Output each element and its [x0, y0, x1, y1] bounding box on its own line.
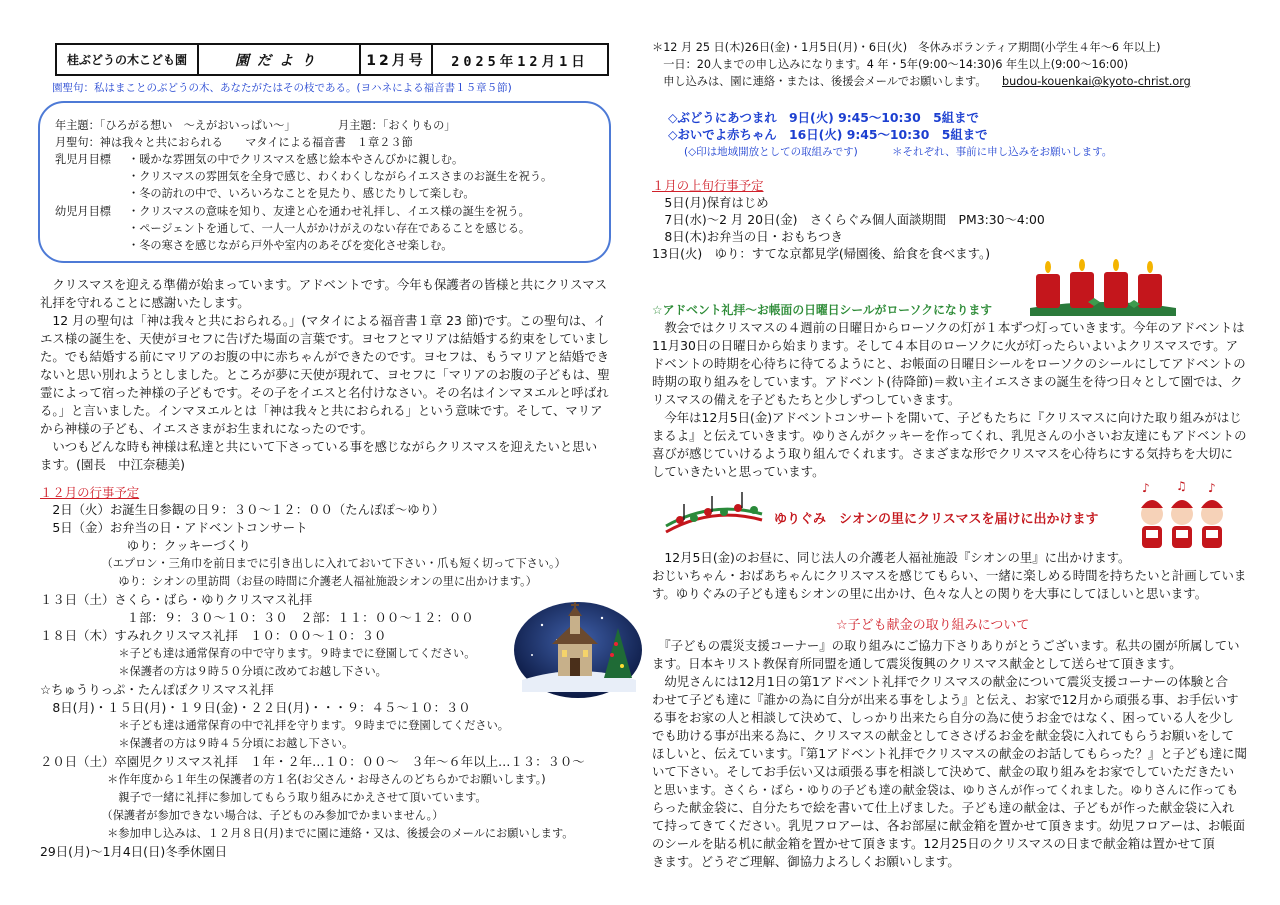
donation-line: 幼児さんには12月1日の第1アドベント礼拝でクリスマスの献金について震災支援コーナーの体験と合 [652, 674, 1228, 689]
december-line: ＊保護者の方は９時５０分頃に改めてお越し下さい。 [40, 665, 387, 678]
svg-text:♪: ♪ [1142, 481, 1150, 495]
intro-line: ないと思い別れようとしました。ところが夢に天使が現れて、ヨセフに「マリアのお腹の子どもは、聖 [40, 367, 610, 382]
december-line: （保護者が参加できない場合は、子どものみ参加でかまいません。） [40, 809, 444, 822]
intro-line: いつもどんな時も神様は私達と共にいて下さっている事を感じながらクリスマスを迎えたいと思い [40, 439, 598, 454]
december-line: 5日（金）お弁当の日・アドベントコンサート [40, 520, 308, 535]
advent-heading: ☆アドベント礼拝～お帳面の日曜日シールがローソクになります [652, 303, 993, 317]
january-heading: １月の上旬行事予定 [652, 178, 764, 193]
infant-goal-label: 乳児月目標 [55, 153, 111, 166]
svg-text:♪: ♪ [1208, 481, 1216, 495]
toddler-goal: ・クリスマスの意味を知り、友達と心を通わせ礼拝し、イエス様の誕生を祝う。 [128, 205, 530, 218]
december-line: ゆり：シオンの里訪問（お昼の時間に介護老人福祉施設シオンの里に出かけます。） [40, 575, 537, 588]
issue-number: 12月号 [361, 45, 433, 74]
event-line: ◇おいでよ赤ちゃん 16日(火) 9:45～10:30 5組まで [668, 127, 988, 142]
december-line: ＊保護者の方は９時４５分頃にお越し下さい。 [40, 737, 354, 750]
singing-children-illustration [1132, 478, 1230, 552]
toddler-goal-label: 幼児月目標 [55, 205, 111, 218]
intro-line: た。でも結婚する前にマリアのお腹の中に赤ちゃんができたのです。ヨセフは、もうマリアと結婚でき [40, 349, 609, 364]
advent-line: 教会ではクリスマスの４週前の日曜日からローソクの灯が１本ずつ灯っていきます。今年のアドベントは [652, 320, 1245, 335]
intro-line: 霊によって宿った神様の子どもです。その子をイエスと名付けなさい。その名はインマヌエルと呼ばれ [40, 385, 609, 400]
intro-line: エス様の誕生を、天使がヨセフに告げた場面の言葉です。ヨセフとマリアは結婚する約束をしていまし [40, 331, 609, 346]
donation-line: ます。日本キリスト教保育所同盟を通して震災復興のクリスマス献金として送らせて頂きます。 [652, 656, 1182, 671]
monthly-verse: 月聖句：神は我々と共におられる マタイによる福音書 １章２３節 [55, 136, 413, 149]
advent-line: 時期の取り組みをしています。アドベント(待降節)＝救い主イエスさまの誕生を待つ日々として園では、ク [652, 374, 1243, 389]
advent-line: 11月30日の日曜日から始まります。そして４本目のローソクに火が灯ったらいよいよクリスマスです。ア [652, 338, 1239, 353]
event-note: (◇印は地域開放としての取組みです) [684, 146, 858, 158]
infant-goal: ・冬の訪れの中で、いろいろなことを見たり、感じたりして楽しむ。 [128, 187, 475, 200]
january-line: 8日(木)お弁当の日・おもちつき [652, 229, 843, 244]
volunteer-line: ＊12 月 25 日(木)26日(金)・1月5日(月)・6日(火) 冬休みボランティア期間(小学生４年～6 年以上) [652, 41, 1161, 54]
svg-text:♫: ♫ [1176, 479, 1187, 493]
intro-line: から神様の子ども、イエスさまがお生まれになったのです。 [40, 421, 374, 436]
advent-line: まるよ』と伝えていきます。ゆりさんがクッキーを作ってくれ、乳児さんの小さいお友達にもアドベントの [652, 428, 1247, 443]
volunteer-line: 一日：20人までの申し込みになります。4 年・5年(9:00～14:30)6 年生以上(9:00～16:00) [652, 58, 1129, 71]
december-line: １８日（木）すみれクリスマス礼拝 １０：００～１０：３０ [40, 628, 387, 643]
december-line: ＊参加申し込みは、１２月８日(月)までに園に連絡・又は、後援会のメールにお願いします。 [40, 827, 574, 840]
intro-line: クリスマスを迎える準備が始まっています。アドベントです。今年も保護者の皆様と共にクリスマス [40, 277, 607, 292]
monthly-theme: 月主題：「おくりもの」 [338, 119, 456, 132]
donation-line: のシールを貼る机に献金箱を置かせて頂きます。12月25日のクリスマスの日まで献金箱は置かせて頂 [652, 836, 1215, 851]
january-line: 13日(火) ゆり：すてな京都見学(帰園後、給食を食べます。) [652, 246, 991, 261]
december-line: ＊子ども達は通常保育の中で礼拝を守ります。９時までに登園してください。 [40, 719, 509, 732]
december-line: （エプロン・三角巾を前日までに引き出しに入れておいて下さい・爪も短く切って下さい。） [40, 557, 566, 570]
donation-line: きます。どうぞご理解、御協力よろしくお願いします。 [652, 854, 960, 869]
donation-line: て持ってきてください。乳児フロアーは、各お部屋に献金箱を置かせて頂きます。幼児フロアーは、お帳面 [652, 818, 1246, 833]
december-line: １３日（土）さくら・ばら・ゆりクリスマス礼拝 [40, 592, 313, 607]
issue-date: 2025年12月1日 [451, 53, 589, 70]
january-line: 5日(月)保育はじめ [652, 195, 769, 210]
advent-line: 今年は12月5日(金)アドベントコンサートを開いて、子どもたちに『クリスマスに向けた取り組みがはじ [652, 410, 1242, 425]
december-line: ☆ちゅうりっぷ・たんぽぽクリスマス礼拝 [40, 682, 274, 697]
december-line: １部：９：３０～１０：３０ ２部：１１：００～１２：００ [40, 610, 474, 625]
intro-line: 礼拝を守れることに感謝いたします。 [40, 295, 250, 310]
yuri-line: す。ゆりぐみの子ども達もシオンの里に出かけ、色々な人との関りを大事にしてほしいと思います。 [652, 586, 1208, 601]
yuri-heading: ゆりぐみ シオンの里にクリスマスを届けに出かけます [774, 512, 1099, 527]
newsletter-title: 園だより [199, 45, 361, 74]
december-line: 2日（火）お誕生日参観の日９：３０～１２：００（たんぽぽ～ゆり） [40, 502, 445, 517]
infant-goal: ・暖かな雰囲気の中でクリスマスを感じ絵本やさんびかに親しむ。 [128, 153, 464, 166]
annual-theme: 年主題：「ひろがる想い ～えがおいっぱい～」 [55, 119, 296, 132]
december-line: ＊子ども達は通常保育の中で守ります。９時までに登園してください。 [40, 647, 476, 660]
advent-line: 喜びが感じていけるよう取り組んでくれます。さまざまな形でクリスマスを心待ちにする気持ちを大切に [652, 446, 1233, 461]
yuri-line: 12月5日(金)のお昼に、同じ法人の介護老人福祉施設『シオンの里』に出かけます。 [652, 550, 1131, 565]
event-note: ＊それぞれ、事前に申し込みをお願いします。 [892, 146, 1113, 158]
event-line: ◇ぶどうにあつまれ 9日(火) 9:45～10:30 5組まで [668, 110, 979, 125]
toddler-goal: ・冬の寒さを感じながら戸外や室内のあそびを変化させ楽しむ。 [128, 239, 453, 252]
donation-line: る事をお家の人と相談して決めて、しっかり出来たら自分の為に使うお金ではなく、困っている人を少し [652, 710, 1234, 725]
january-line: 7日(水)～2 月 20日(金) さくらぐみ個人面談期間 PM3:30～4:00 [652, 212, 1045, 227]
advent-line: していきたいと思っています。 [652, 464, 825, 479]
december-heading: １２月の行事予定 [40, 485, 140, 500]
advent-line: ドベントの時期を心待ちに待てるようにと、お帳面の日曜日シールをローソクのシールにしてアドベントの [652, 356, 1246, 371]
intro-line: 12 月の聖句は「神は我々と共におられる。」(マタイによる福音書１章 23 節)です。この聖句は、イ [40, 313, 606, 328]
december-line: 親子で一緒に礼拝に参加してもらう取り組みにかえさせて頂いています。 [40, 791, 487, 804]
donation-line: でも助ける事が出来る為に、クリスマスの献金としてささげるお金を献金袋に入れてもらうお願いをして [652, 728, 1234, 743]
donation-line: 『子どもの震災支援コーナー』の取り組みにご協力下さりありがとうございます。私共の園が所属してい [652, 638, 1240, 653]
yuri-line: おじいちゃん・おばあちゃんにクリスマスを感じてもらい、一緒に楽しめる時間を持ちたいと計画していま [652, 568, 1247, 583]
donation-line: いて下さい。そしてお手伝い又は頑張る事を相談して決めて、献金の取り組みをお家でしていただきたい [652, 764, 1235, 779]
december-line: ゆり：クッキーづくり [40, 538, 251, 553]
december-line: 29日(月)～1月4日(日)冬季休園日 [40, 844, 228, 859]
motto: 園聖句：私はまことのぶどうの木、あなたがたはその枝である。(ヨハネによる福音書１５章５節) [52, 82, 512, 94]
infant-goal: ・クリスマスの雰囲気を全身で感じ、わくわくしながらイエスさまのお誕生を祝う。 [128, 170, 553, 183]
toddler-goal: ・ページェントを通して、一人一人がかけがえのない存在であることを感じる。 [128, 222, 531, 235]
december-line: 8日(月)・１５日(月)・１９日(金)・２２日(月)・・・９：４５～１０：３０ [40, 700, 471, 715]
intro-line: ます。(園長 中江奈穂美) [40, 457, 185, 472]
donation-line: ほしいと、伝えています。『第1アドベント礼拝でクリスマスの献金のお話してもらった？』と子ども達に聞 [652, 746, 1247, 761]
advent-candles-illustration [1028, 258, 1178, 316]
donation-line: らった献金袋に、自分たちで絵を書いて仕上げました。子ども達の献金は、子どもが作った献金袋に入れ [652, 800, 1235, 815]
intro-line: る。」と言いました。インマヌエルとは「神は我々と共におられる」という意味です。そして、マリア [40, 403, 603, 418]
december-line: ２０日（土）卒園児クリスマス礼拝 １年・２年…１０：００～ ３年～６年以上…１３：３０～ [40, 754, 585, 769]
volunteer-line: 申し込みは、園に連絡・または、後援会メールでお願いします。 [652, 75, 987, 88]
school-name: 桂ぶどうの木こども園 [57, 45, 199, 74]
advent-line: リスマスの備えを子どもたちと少しずつしていきます。 [652, 392, 961, 407]
donation-line: と思います。さくら・ばら・ゆりの子ども達の献金袋は、ゆりさんが作ってくれました。ゆりさんに作っても [652, 783, 1239, 797]
donation-heading: ☆子ども献金の取り組みについて [836, 618, 1030, 633]
header-table [55, 43, 609, 76]
december-line: ＊作年度から１年生の保護者の方１名(お父さん・お母さんのどちらかでお願いします。) [40, 773, 546, 786]
church-night-illustration [512, 600, 644, 700]
donation-line: わせて子ども達に『誰かの為に自分が出来る事をしよう』と伝え、お家で12月から頑張る事、お手伝いす [652, 692, 1239, 707]
volunteer-email-link[interactable]: budou-kouenkai@kyoto-christ.org [1002, 75, 1191, 88]
music-notes-illustration [662, 490, 766, 538]
